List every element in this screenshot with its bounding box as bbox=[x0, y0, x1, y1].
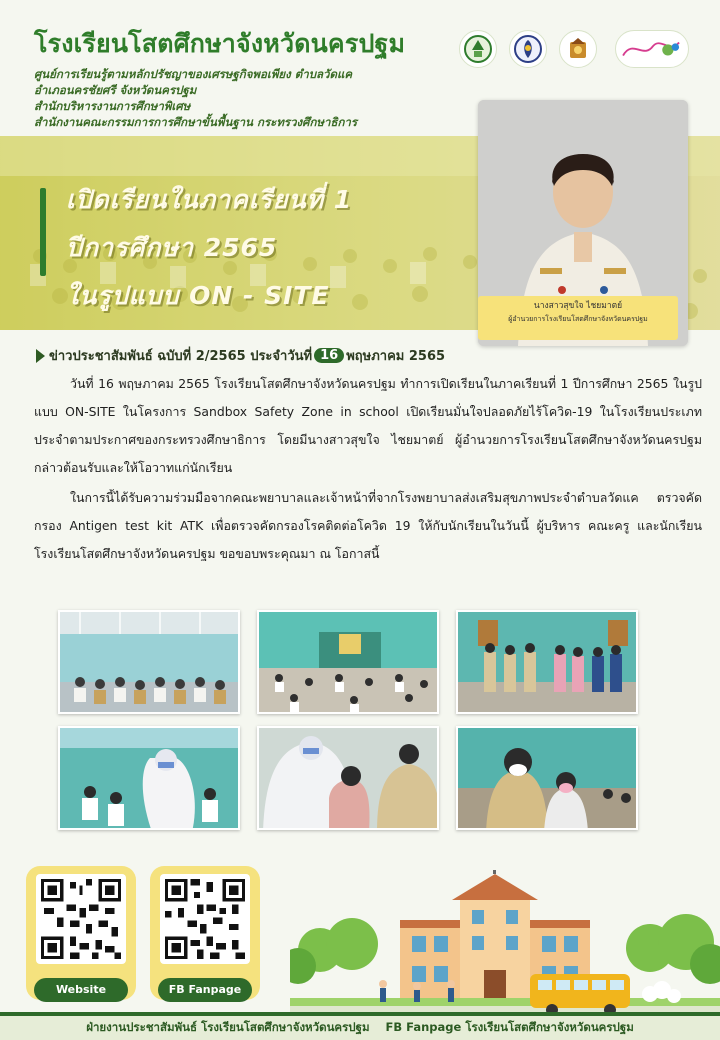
news-paragraph: ในการนี้ได้รับความร่วมมือจากคณะพยาบาลและเจ้าหน้าที่จากโรงพยาบาลส่งเสริมสุขภาพประจำตำบลวัดแค ตรวจคัดกรอง Antigen test kit ATK เพื่อตรวจคัดกรองโรคติดต่อโควิด 19 ให้กับนักเรียนในวันนี้ ผู้บริหาร คณะครู และนักเรียนโรงเรียนโสตศึกษาจังหวัดนครปฐม ขอขอบพระคุณมา ณ โอกาสนี้ bbox=[34, 490, 702, 561]
qr-label-website: Website bbox=[34, 978, 128, 1002]
banner-accent-bar bbox=[40, 188, 46, 276]
qr-code-website[interactable] bbox=[36, 874, 126, 964]
school-info-line: สำนักงานคณะกรรมการการศึกษาขั้นพื้นฐาน กระทรวงศึกษาธิการ bbox=[34, 115, 358, 129]
sandbox-logo bbox=[615, 30, 689, 68]
school-name: โรงเรียนโสตศึกษาจังหวัดนครปฐม bbox=[34, 29, 406, 58]
event-photo bbox=[257, 610, 439, 714]
logo-group bbox=[455, 30, 695, 70]
obec-logo bbox=[509, 30, 547, 68]
qr-card-fanpage[interactable] bbox=[150, 866, 260, 1000]
qr-card-website[interactable] bbox=[26, 866, 136, 1000]
qr-code-fanpage[interactable] bbox=[160, 874, 250, 964]
footer-pr-unit: ฝ่ายงานประชาสัมพันธ์ โรงเรียนโสตศึกษาจังหวัดนครปฐม bbox=[86, 1020, 370, 1034]
director-name: นางสาวสุขใจ ไชยมาตย์ bbox=[533, 301, 623, 311]
banner-title-line: เปิดเรียนในภาคเรียนที่ 1 bbox=[66, 185, 353, 214]
school-info bbox=[34, 66, 357, 130]
portrait-caption bbox=[478, 296, 678, 340]
event-photo bbox=[456, 726, 638, 830]
banner-title bbox=[66, 176, 352, 320]
qr-label-fanpage: FB Fanpage bbox=[158, 978, 252, 1002]
school-logo bbox=[459, 30, 497, 68]
event-photo bbox=[58, 610, 240, 714]
date-badge: 16 bbox=[314, 348, 344, 363]
school-info-line: อำเภอนครชัยศรี จังหวัดนครปฐม bbox=[34, 83, 197, 97]
event-photo bbox=[58, 726, 240, 830]
footer-bar bbox=[0, 1012, 720, 1040]
school-info-line: ศูนย์การเรียนรู้ตามหลักปรัชญาของเศรษฐกิจพอเพียง ตำบลวัดแค bbox=[34, 67, 353, 81]
news-heading-prefix: ข่าวประชาสัมพันธ์ ฉบับที่ 2/2565 ประจำวันที่ bbox=[49, 349, 313, 364]
news-body bbox=[34, 370, 702, 568]
banner-title-line: ปีการศึกษา 2565 bbox=[66, 233, 278, 262]
event-photo bbox=[257, 726, 439, 830]
school-illustration bbox=[290, 870, 720, 1020]
school-info-line: สำนักบริหารงานการศึกษาพิเศษ bbox=[34, 99, 191, 113]
ministry-logo bbox=[559, 30, 597, 68]
banner-title-line: ในรูปแบบ ON - SITE bbox=[66, 281, 330, 310]
footer-fanpage: FB Fanpage โรงเรียนโสตศึกษาจังหวัดนครปฐม bbox=[385, 1020, 634, 1034]
event-photo bbox=[456, 610, 638, 714]
director-position: ผู้อำนวยการโรงเรียนโสตศึกษาจังหวัดนครปฐม bbox=[508, 315, 648, 323]
news-paragraph: วันที่ 16 พฤษภาคม 2565 โรงเรียนโสตศึกษาจังหวัดนครปฐม ทำการเปิดเรียนในภาคเรียนที่ 1 ปีการศึกษา 2565 ในรูปแบบ ON-SITE ในโครงการ Sandbox Safety Zone in school เปิดเรียนมั่นใจปลอดภัยไร้โควิด-19 ในโรงเรียนประเภทประจำตามประกาศของกระทรวงศึกษาธิการ โดยมีนางสาวสุขใจ ไชยมาตย์ ผู้อำนวยการโรงเรียนโสตศึกษาจังหวัดนครปฐมกล่าวต้อนรับและให้โอวาทแก่นักเรียน bbox=[34, 376, 702, 475]
news-heading bbox=[36, 345, 445, 366]
news-heading-suffix: พฤษภาคม 2565 bbox=[346, 349, 446, 364]
play-arrow-icon bbox=[36, 349, 45, 363]
